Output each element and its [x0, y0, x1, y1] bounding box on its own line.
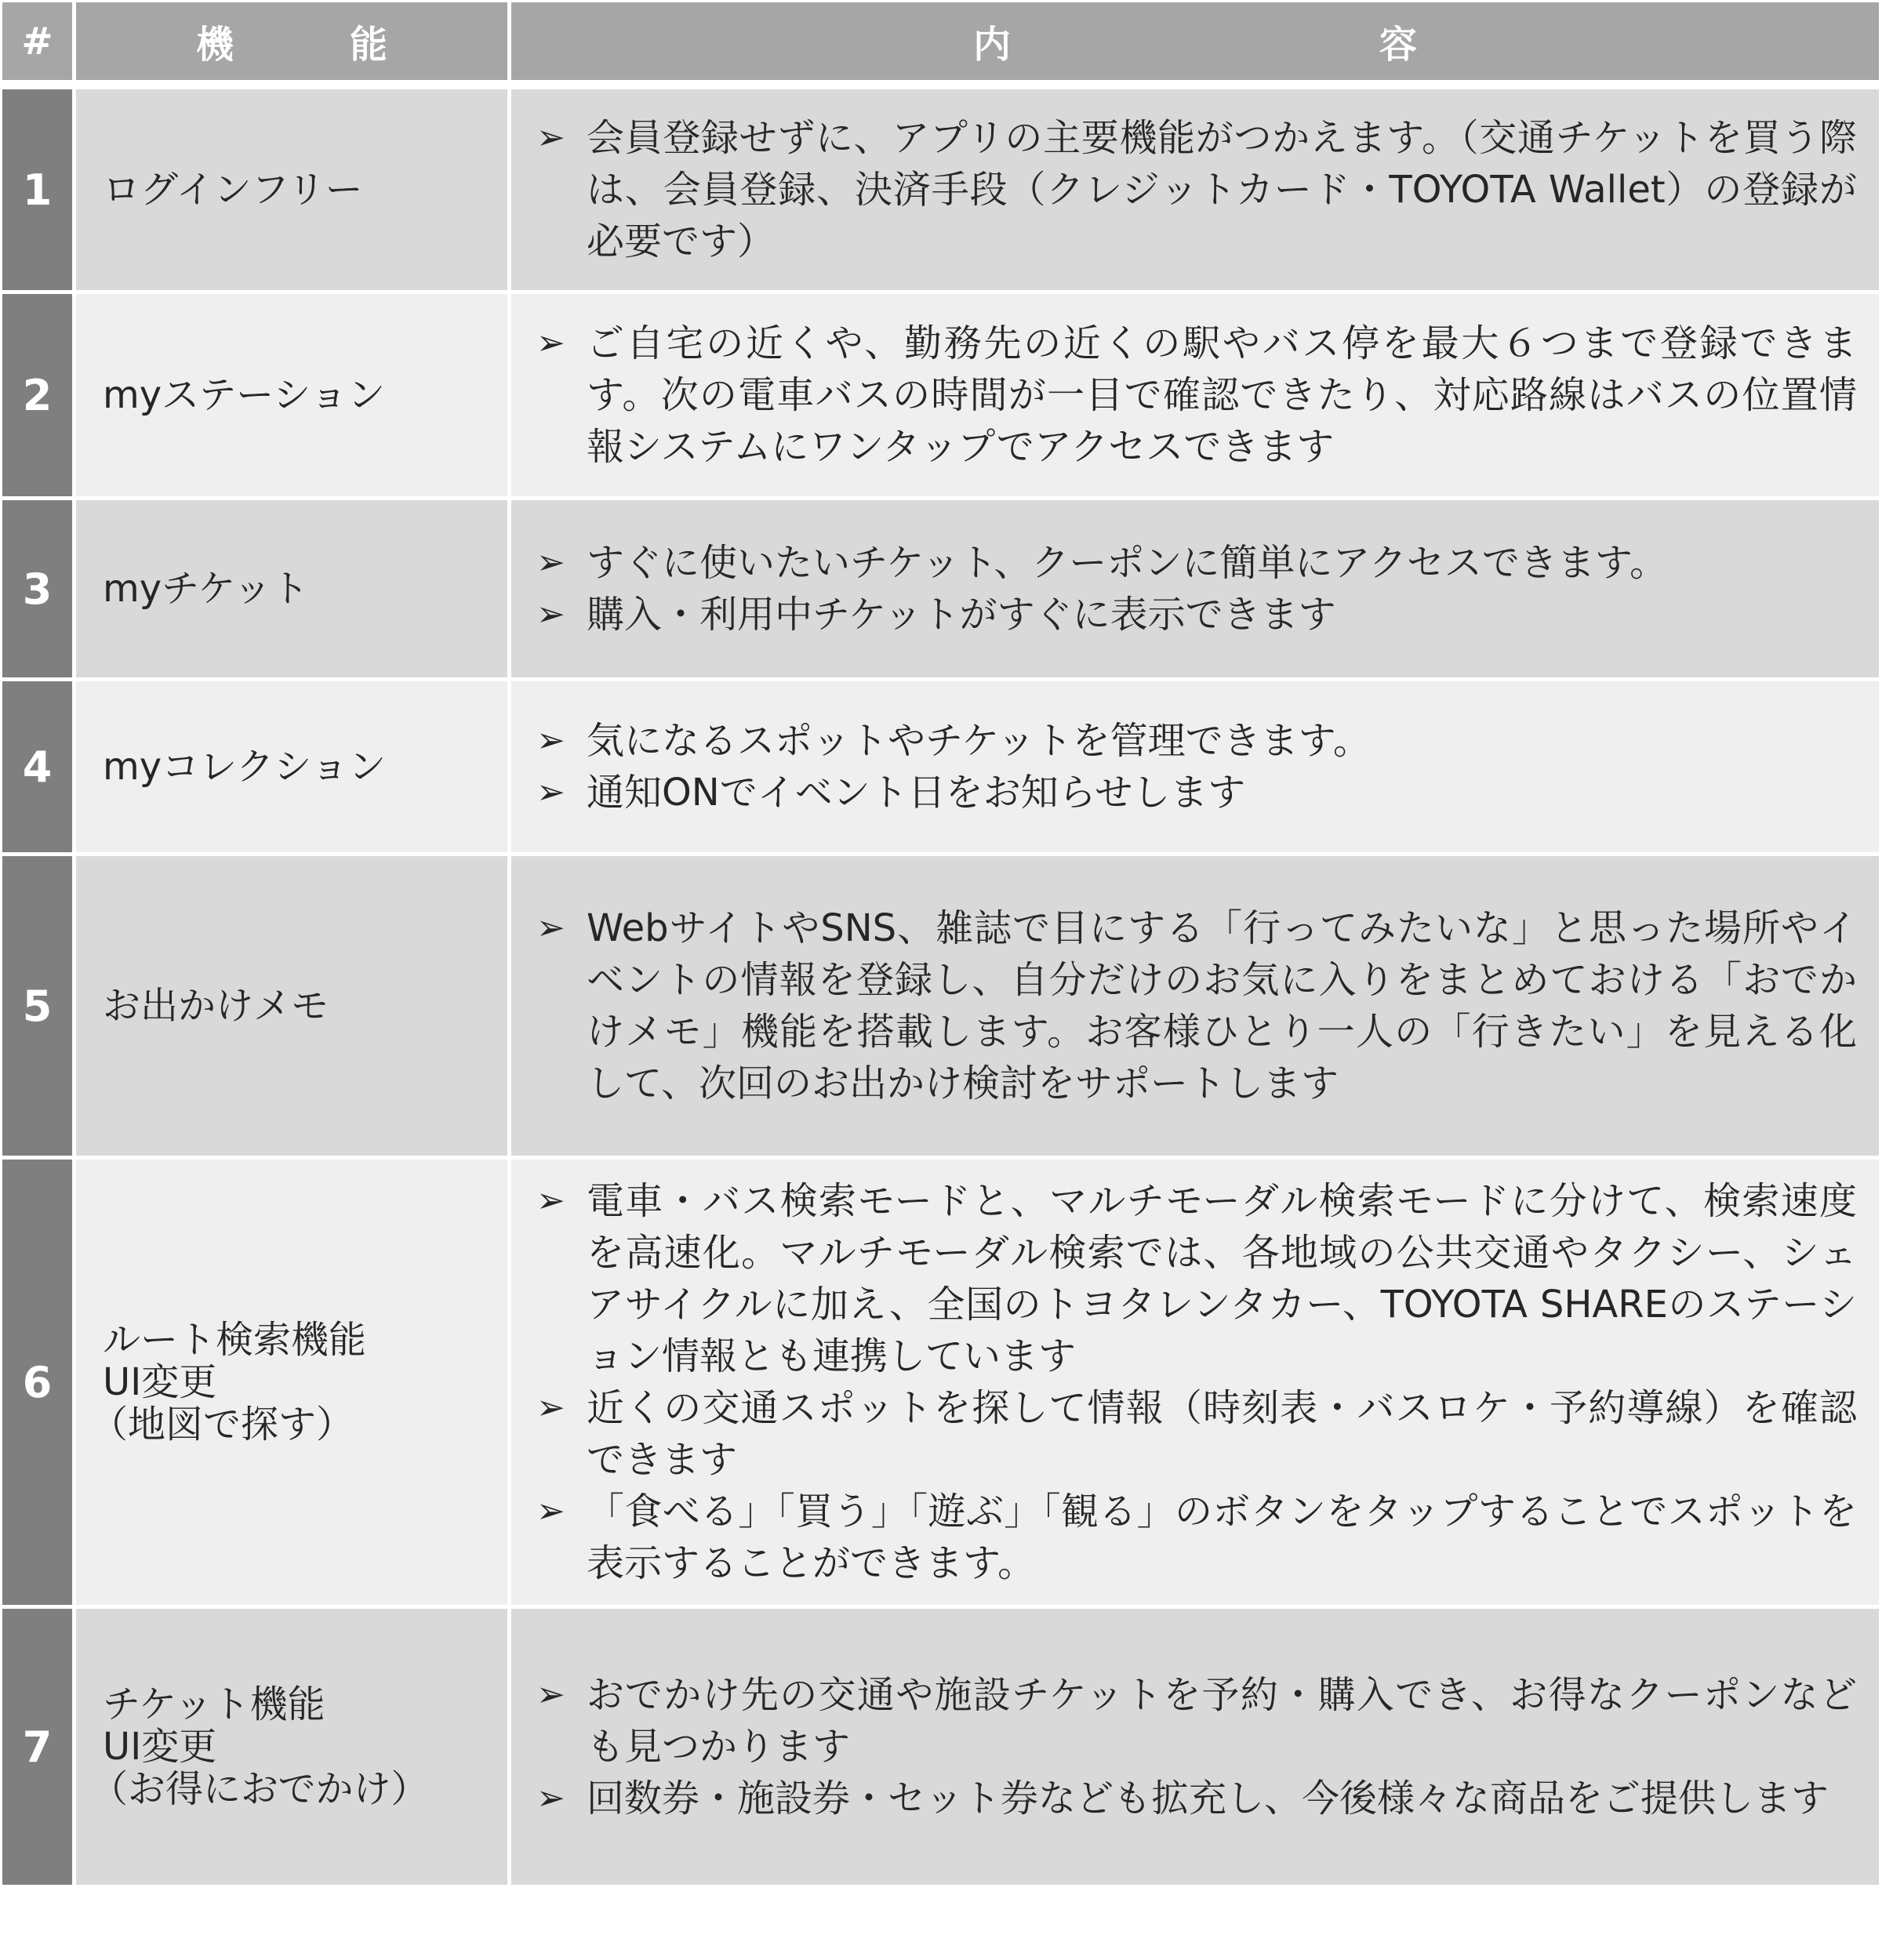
row-number: 3	[2, 500, 72, 677]
description-text: 近くの交通スポットを探して情報（時刻表・バスロケ・予約導線）を確認できます	[587, 1386, 1857, 1482]
row-number: 1	[2, 89, 72, 290]
description-text: ご自宅の近くや、勤務先の近くの駅やバス停を最大６つまで登録できます。次の電車バスの時間が一目で確認できたり、対応路線はバスの位置情報システムにワンタップでアクセスできます	[587, 321, 1857, 469]
description-text: 「食べる」「買う」「遊ぶ」「観る」のボタンをタップすることでスポットを表示することができます。	[587, 1490, 1857, 1585]
table-body	[2, 89, 1879, 1885]
feature-name	[76, 681, 507, 852]
feature-description	[511, 500, 1879, 677]
header-desc-char-1: 内	[972, 23, 1011, 67]
feature-name-line: myコレクション	[103, 745, 387, 789]
list-item	[536, 1669, 1857, 1773]
description-list	[536, 902, 1857, 1109]
arrow-bullet-icon: ➢	[536, 594, 565, 634]
feature-name	[76, 294, 507, 496]
list-item	[536, 902, 1857, 1109]
header-desc	[511, 2, 1879, 85]
description-list	[536, 1669, 1857, 1824]
arrow-bullet-icon: ➢	[536, 1778, 565, 1818]
list-item	[536, 1773, 1857, 1824]
arrow-bullet-icon: ➢	[536, 543, 565, 583]
description-text: 通知ONでイベント日をお知らせします	[587, 771, 1246, 815]
feature-description	[511, 1609, 1879, 1885]
feature-name-line: myステーション	[103, 373, 386, 417]
description-list	[536, 318, 1857, 473]
arrow-bullet-icon: ➢	[536, 323, 565, 363]
row-number: 6	[2, 1160, 72, 1605]
list-item	[536, 715, 1857, 767]
feature-name	[76, 1160, 507, 1605]
arrow-bullet-icon: ➢	[536, 1181, 565, 1221]
table-row	[2, 500, 1879, 677]
feature-name-line: myチケット	[103, 567, 309, 611]
table-row	[2, 856, 1879, 1156]
feature-name	[76, 89, 507, 290]
header-func	[76, 2, 507, 85]
list-item	[536, 537, 1857, 589]
header-row	[2, 2, 1879, 85]
description-text: WebサイトやSNS、雑誌で目にする「行ってみたいな」と思った場所やイベントの情報を登録し、自分だけのお気に入りをまとめておける「おでかけメモ」機能を搭載します。お客様ひとり一人の「行きたい」を見える化して、次回のお出かけ検討をサポートします	[587, 906, 1857, 1105]
list-item	[536, 1486, 1857, 1589]
list-item	[536, 318, 1857, 473]
row-number: 7	[2, 1609, 72, 1885]
description-list	[536, 112, 1857, 267]
feature-name-line: ログインフリー	[103, 168, 363, 212]
arrow-bullet-icon: ➢	[536, 1675, 565, 1715]
table-row	[2, 1160, 1879, 1605]
feature-name	[76, 856, 507, 1156]
feature-description	[511, 681, 1879, 852]
arrow-bullet-icon: ➢	[536, 908, 565, 948]
list-item	[536, 1175, 1857, 1382]
feature-name-line: UI変更	[103, 1725, 217, 1769]
feature-name-line: （お得におでかけ）	[90, 1767, 429, 1811]
feature-name	[76, 500, 507, 677]
table-row	[2, 681, 1879, 852]
feature-description	[511, 856, 1879, 1156]
table-row	[2, 1609, 1879, 1885]
list-item	[536, 589, 1857, 641]
feature-description	[511, 1160, 1879, 1605]
table-row	[2, 89, 1879, 290]
description-text: 回数券・施設券・セット券なども拡充し、今後様々な商品をご提供します	[587, 1777, 1829, 1820]
description-text: 会員登録せずに、アプリの主要機能がつかえます。（交通チケットを買う際は、会員登録、決済手段（クレジットカード・TOYOTA Wallet）の登録が必要です）	[587, 116, 1857, 263]
description-list	[536, 715, 1857, 818]
description-text: すぐに使いたいチケット、クーポンに簡単にアクセスできます。	[587, 541, 1668, 585]
arrow-bullet-icon: ➢	[536, 1491, 565, 1531]
feature-description	[511, 89, 1879, 290]
header-func-char-1: 機	[195, 23, 234, 67]
feature-name-line: お出かけメモ	[103, 984, 329, 1028]
header-func-char-2: 能	[350, 23, 388, 67]
arrow-bullet-icon: ➢	[536, 118, 565, 158]
row-number: 5	[2, 856, 72, 1156]
description-text: 気になるスポットやチケットを管理できます。	[587, 719, 1371, 763]
arrow-bullet-icon: ➢	[536, 772, 565, 812]
list-item	[536, 112, 1857, 267]
description-list	[536, 1175, 1857, 1589]
arrow-bullet-icon: ➢	[536, 720, 565, 760]
feature-description	[511, 294, 1879, 496]
description-text: 電車・バス検索モードと、マルチモーダル検索モードに分けて、検索速度を高速化。マルチモーダル検索では、各地域の公共交通やタクシー、シェアサイクルに加え、全国のトヨタレンタカー、TOYOTA SHAREのステーション情報とも連携しています	[587, 1179, 1857, 1378]
list-item	[536, 1382, 1857, 1486]
row-number: 2	[2, 294, 72, 496]
feature-name-line: UI変更	[103, 1360, 217, 1404]
row-number: 4	[2, 681, 72, 852]
header-num: #	[2, 2, 72, 85]
table-row	[2, 294, 1879, 496]
description-text: おでかけ先の交通や施設チケットを予約・購入でき、お得なクーポンなども見つかります	[587, 1673, 1857, 1769]
description-text: 購入・利用中チケットがすぐに表示できます	[587, 593, 1336, 637]
header-desc-char-2: 容	[1379, 23, 1418, 67]
feature-name-line: チケット機能	[103, 1682, 325, 1726]
list-item	[536, 767, 1857, 818]
feature-name	[76, 1609, 507, 1885]
description-list	[536, 537, 1857, 641]
feature-name-line: （地図で探す）	[90, 1403, 354, 1446]
arrow-bullet-icon: ➢	[536, 1388, 565, 1428]
feature-name-line: ルート検索機能	[103, 1318, 367, 1362]
